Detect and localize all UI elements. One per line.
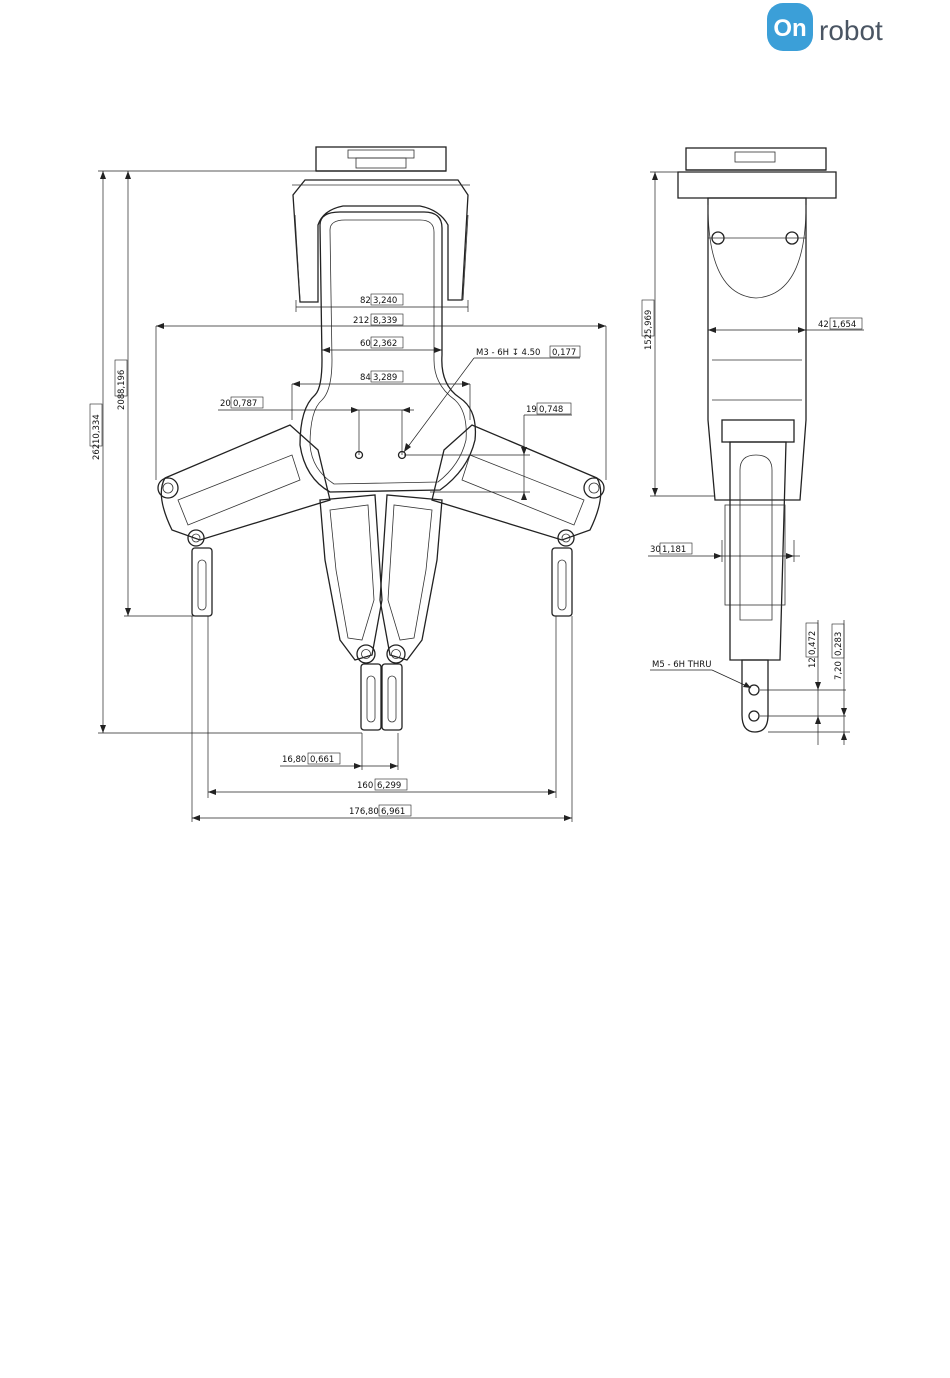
- dim-16-80-in: 0,661: [310, 755, 335, 765]
- dim-42: 42: [818, 320, 829, 330]
- dim-12-in: 0,472: [808, 630, 818, 655]
- right-finger: [552, 548, 572, 616]
- dim-30: 30: [650, 545, 661, 555]
- dim-208: 208: [117, 393, 127, 410]
- dim-20: 20: [220, 399, 231, 409]
- side-flange: [686, 148, 826, 170]
- dim-16-80: 16,80: [282, 755, 307, 765]
- center-finger-left: [361, 664, 381, 730]
- dim-160: 160: [357, 781, 374, 791]
- side-lower-link: [730, 442, 786, 660]
- logo-wordmark: robot: [819, 15, 883, 46]
- logo-mark: On: [773, 15, 807, 42]
- dim-12: 12: [808, 657, 818, 668]
- left-finger: [192, 548, 212, 616]
- dim-60: 60: [360, 339, 371, 349]
- dim-60-in: 2,362: [373, 339, 398, 349]
- dim-152-in: 5,969: [644, 309, 654, 334]
- dim-19: 19: [526, 405, 537, 415]
- front-view: [90, 147, 606, 822]
- dim-176-80-in: 6,961: [381, 807, 406, 817]
- hole-callout-in: 0,177: [552, 348, 577, 358]
- hole-callout: M3 - 6H ↧ 4.50: [476, 348, 541, 358]
- dim-262-in: 10,334: [92, 414, 102, 444]
- dim-30-in: 1,181: [662, 545, 687, 555]
- dim-176-80: 176,80: [349, 807, 379, 817]
- dim-42-in: 1,654: [832, 320, 857, 330]
- dim-82-in: 3,240: [373, 296, 398, 306]
- center-finger-right: [382, 664, 402, 730]
- left-arm: [161, 425, 330, 540]
- dim-212-in: 8,339: [373, 316, 398, 326]
- thru-callout: M5 - 6H THRU: [652, 660, 712, 670]
- dim-7-20: 7,20: [834, 661, 844, 680]
- dim-84: 84: [360, 373, 371, 383]
- dim-152: 152: [644, 333, 654, 350]
- dim-262: 262: [92, 443, 102, 460]
- mount-flange: [316, 147, 446, 171]
- dim-208-in: 8,196: [117, 369, 127, 394]
- dim-7-20-in: 0,283: [834, 631, 844, 656]
- dim-20-in: 0,787: [233, 399, 258, 409]
- side-view: [642, 148, 864, 745]
- dim-160-in: 6,299: [377, 781, 402, 791]
- dim-212: 212: [353, 316, 370, 326]
- dim-82: 82: [360, 296, 371, 306]
- dim-19-in: 0,748: [539, 405, 564, 415]
- main-body: [300, 212, 475, 492]
- right-arm: [432, 425, 601, 540]
- dim-84-in: 3,289: [373, 373, 398, 383]
